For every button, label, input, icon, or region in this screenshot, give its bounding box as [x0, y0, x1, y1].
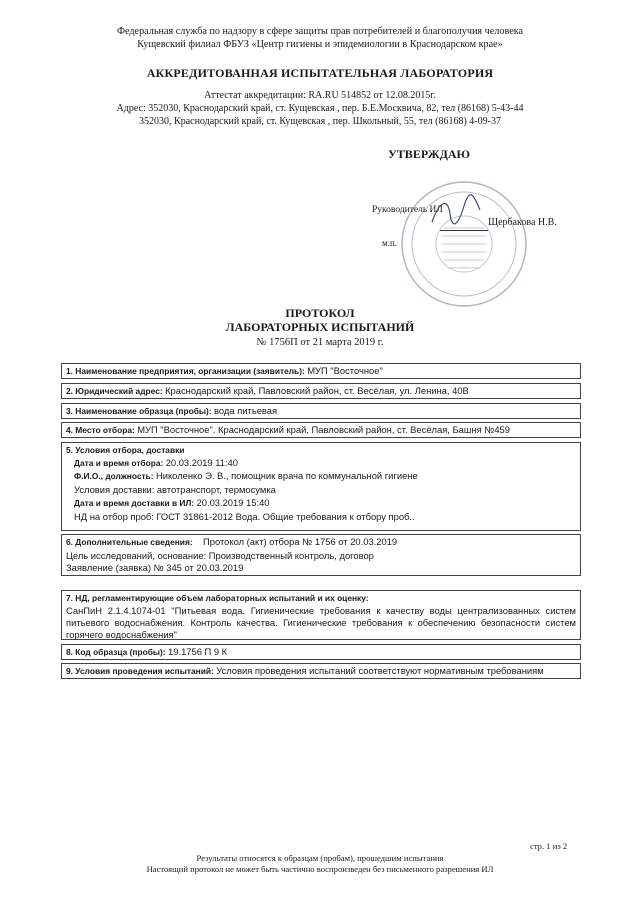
head-label: Руководитель ИЛ	[372, 205, 443, 215]
section-7-label: 7. НД, регламентирующие объем лабораторных испытаний и их оценку:	[66, 593, 369, 603]
delivery-date-value: 20.03.2019 15:40	[196, 497, 270, 508]
sampler-label: Ф.И.О., должность:	[74, 471, 154, 481]
section-5-label: 5. Условия отбора, доставки	[66, 445, 185, 455]
section-6	[61, 534, 581, 576]
section-4	[61, 422, 581, 438]
section-6-value: Протокол (акт) отбора № 1756 от 20.03.2019	[203, 536, 398, 547]
protocol-title: ПРОТОКОЛ	[285, 306, 355, 320]
section-9-label: 9. Условия проведения испытаний:	[66, 666, 214, 676]
section-4-label: 4. Место отбора:	[66, 425, 135, 435]
sampling-nd-label: НД на отбор проб:	[74, 510, 154, 522]
section-9-value: Условия проведения испытаний соответствуют нормативным требованиям	[216, 665, 544, 676]
section-3	[61, 403, 581, 419]
section-6-label: 6. Дополнительные сведения:	[66, 537, 193, 547]
delivery-conditions-row	[66, 484, 576, 498]
sampling-nd-value: ГОСТ 31861-2012 Вода. Общие требования к отбору проб..	[156, 510, 415, 522]
section-1-value: МУП "Восточное"	[307, 365, 383, 376]
section-5	[61, 442, 581, 531]
sampling-date-row	[66, 457, 576, 471]
protocol-number: № 1756П от 21 марта 2019 г.	[256, 337, 384, 348]
head-name: Щербакова Н.В.	[488, 217, 557, 228]
branch-name: Кущевский филиал ФБУЗ «Центр гигиены и эпидемиологии в Краснодарском крае»	[137, 39, 503, 50]
section-3-value: вода питьевая	[214, 405, 278, 416]
approval-title: УТВЕРЖДАЮ	[388, 147, 471, 161]
delivery-conditions-value: автотранспорт, термосумка	[156, 483, 276, 495]
section-7-value: СанПиН 2.1.4.1074-01 "Питьевая вода. Гигиенические требования к качеству воды централизованных систем питьевого водоснабжения. Контроль качества. Гигиенические требования к обеспечению безопасности систем горячего водоснабжения"	[66, 604, 576, 640]
lab-title: АККРЕДИТОВАННАЯ ИСПЫТАТЕЛЬНАЯ ЛАБОРАТОРИЯ	[146, 66, 494, 80]
section-2	[61, 383, 581, 399]
section-4-value: МУП "Восточное". Краснодарский край, Павловский район, ст. Весёлая, Башня №459	[137, 424, 510, 435]
stamp-place-label: м.п.	[382, 238, 398, 248]
delivery-date-label: Дата и время доставки в ИЛ:	[74, 498, 195, 508]
page-number: стр. 1 из 2	[530, 841, 568, 851]
section-9	[61, 663, 581, 679]
footer-line-1: Результаты относятся к образцам (пробам), прошедшим испытания	[196, 853, 444, 863]
section-7	[61, 590, 581, 640]
sampling-nd-row	[66, 511, 576, 525]
sampler-row	[66, 470, 576, 484]
research-goal: Цель исследований, основание: Производственный контроль, договор	[66, 549, 374, 561]
attestat-line: Аттестат аккредитации: RA.RU 514852 от 12.08.2015г.	[204, 90, 436, 101]
section-1-label: 1. Наименование предприятия, организации (заявитель):	[66, 366, 305, 376]
section-8	[61, 644, 581, 660]
section-2-label: 2. Юридический адрес:	[66, 386, 163, 396]
section-3-label: 3. Наименование образца (пробы):	[66, 406, 212, 416]
section-8-value: 19.1756 П 9 К	[168, 646, 228, 657]
address-line-1: Адрес: 352030, Краснодарский край, ст. Кущевская , пер. Б.Е.Москвича, 82, тел (86168) 5-43-44	[116, 103, 524, 114]
agency-name: Федеральная служба по надзору в сфере защиты прав потребителей и благополучия человека	[116, 26, 524, 37]
footer-line-2: Настоящий протокол не может быть частично воспроизведен без письменного разрешения ИЛ	[146, 864, 494, 874]
request-number: Заявление (заявка) № 345 от 20.03.2019	[66, 562, 244, 573]
protocol-subtitle: ЛАБОРАТОРНЫХ ИСПЫТАНИЙ	[225, 320, 415, 334]
section-8-label: 8. Код образца (пробы):	[66, 647, 166, 657]
section-2-value: Краснодарский край, Павловский район, ст. Весёлая, ул. Ленина, 40В	[165, 385, 469, 396]
sampling-date-value: 20.03.2019 11:40	[165, 456, 238, 468]
delivery-date-row	[66, 497, 576, 511]
delivery-conditions-label: Условия доставки:	[74, 483, 155, 495]
sampler-value: Николенко Э. В., помощник врача по коммунальной гигиене	[155, 470, 418, 481]
sampling-date-label: Дата и время отбора:	[74, 457, 164, 468]
address-line-2: 352030, Краснодарский край, ст. Кущевская , пер. Школьный, 55, тел (86168) 4-09-37	[139, 116, 501, 127]
section-1	[61, 363, 581, 379]
